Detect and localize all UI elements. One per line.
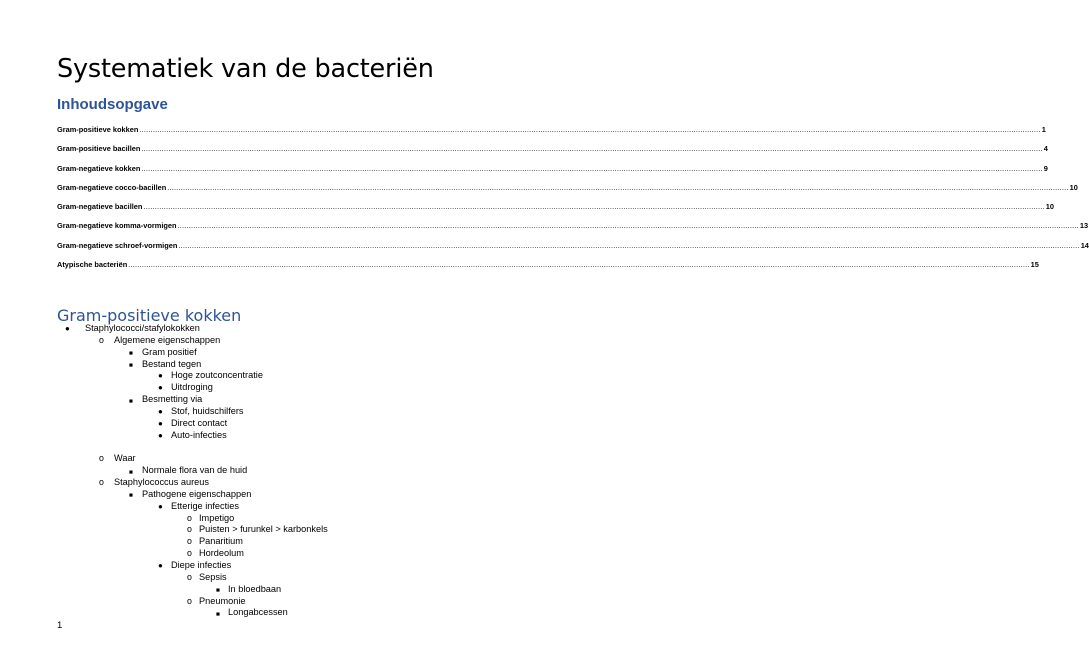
list-item	[65, 323, 200, 335]
bullet-circle-icon: o	[187, 571, 192, 582]
toc-dot-leader: ................................................................................................................................................................................................................................................................................................................................................................................................................	[139, 125, 1041, 134]
toc-heading: Inhoudsopgave	[57, 96, 168, 113]
toc-entry-page: 15	[1030, 260, 1039, 270]
bullet-circle-icon: o	[187, 524, 192, 535]
list-item	[158, 405, 244, 418]
toc-dot-leader: ................................................................................................................................................................................................................................................................................................................................................................................................................	[143, 202, 1045, 212]
toc-entry-page: 9	[1043, 163, 1048, 173]
toc-entry[interactable]	[57, 202, 1055, 221]
list-item-text: In bloedbaan	[228, 583, 282, 594]
toc-entry-page: 13	[1079, 221, 1089, 231]
list-item-text: Hoge zoutconcentratie	[171, 370, 263, 381]
list-item	[158, 370, 263, 382]
bullet-circle-icon: o	[99, 477, 104, 488]
bullet-disc-icon: ●	[158, 418, 163, 428]
list-item-text: Puisten > furunkel > karbonkels	[199, 524, 328, 535]
toc-entry[interactable]	[57, 125, 1046, 144]
list-item-text: Stof, huidschilfers	[171, 405, 244, 416]
toc-entry[interactable]	[57, 144, 1048, 163]
toc-dot-leader: ................................................................................................................................................................................................................................................................................................................................................................................................................	[128, 260, 1030, 270]
list-item-text: Auto-infecties	[171, 429, 227, 440]
bullet-square-icon: ■	[129, 468, 133, 476]
list-item-text: Besmetting via	[142, 394, 203, 405]
toc-entry-page: 1	[1041, 125, 1046, 134]
list-item-text: Diepe infecties	[171, 560, 232, 570]
list-item-text: Pathogene eigenschappen	[142, 488, 252, 499]
list-item-text: Bestand tegen	[142, 358, 202, 369]
document-title: Systematiek van de bacteriën	[57, 54, 434, 84]
bullet-circle-icon: o	[187, 595, 192, 606]
list-item-text: Staphylococcus aureus	[114, 477, 209, 488]
list-item-text: Waar	[114, 453, 136, 464]
list-item	[99, 453, 136, 465]
list-item	[216, 583, 282, 596]
toc-entry[interactable]	[57, 163, 1048, 183]
list-item-text: Normale flora van de huid	[142, 465, 248, 476]
list-item-text: Impetigo	[199, 512, 235, 523]
bullet-disc-icon: ●	[65, 324, 70, 333]
list-item	[187, 548, 244, 560]
toc-entry-label: Gram-negatieve cocco-bacillen	[57, 182, 167, 192]
list-item-text: Etterige infecties	[171, 500, 239, 511]
bullet-circle-icon: o	[99, 334, 104, 345]
list-item	[158, 560, 232, 572]
toc-entry-page: 14	[1080, 240, 1089, 250]
list-item-text: Longabcessen	[228, 607, 288, 618]
list-item	[187, 536, 243, 548]
bullet-disc-icon: ●	[158, 501, 163, 511]
list-item-text: Pneumonie	[199, 595, 246, 606]
list-item-text: Uitdroging	[171, 382, 213, 393]
toc-entry-label: Gram-negatieve bacillen	[57, 202, 143, 212]
list-item	[129, 394, 203, 406]
toc-entry-label: Gram-negatieve kokken	[57, 163, 141, 173]
bullet-disc-icon: ●	[158, 430, 163, 440]
table-of-contents	[57, 125, 1089, 279]
list-item-text: Sepsis	[199, 571, 227, 582]
list-item-text: Staphylococci/stafylokokken	[85, 323, 200, 333]
toc-dot-leader: ................................................................................................................................................................................................................................................................................................................................................................................................................	[177, 221, 1079, 231]
toc-entry[interactable]	[57, 260, 1039, 279]
toc-entry[interactable]	[57, 182, 1078, 202]
bullet-square-icon: ■	[129, 362, 133, 370]
toc-entry-label: Atypische bacteriën	[57, 260, 128, 270]
toc-dot-leader: ................................................................................................................................................................................................................................................................................................................................................................................................................	[167, 182, 1069, 192]
list-item	[187, 571, 227, 584]
list-item	[99, 334, 221, 347]
bullet-disc-icon: ●	[158, 406, 163, 416]
toc-entry[interactable]	[57, 240, 1089, 260]
section-heading: Gram-positieve kokken	[57, 306, 242, 325]
page-number: 1	[57, 620, 63, 631]
list-item	[129, 358, 202, 371]
toc-entry-page: 4	[1043, 144, 1048, 154]
list-item	[187, 524, 328, 536]
toc-dot-leader: ................................................................................................................................................................................................................................................................................................................................................................................................................	[178, 240, 1080, 250]
toc-dot-leader: ................................................................................................................................................................................................................................................................................................................................................................................................................	[141, 163, 1043, 173]
list-item	[129, 488, 252, 501]
list-item	[187, 512, 235, 525]
list-item-text: Algemene eigenschappen	[114, 334, 221, 345]
bullet-square-icon: ■	[129, 397, 133, 405]
list-item	[158, 500, 239, 513]
toc-entry-label: Gram-positieve bacillen	[57, 144, 141, 154]
toc-entry-label: Gram-positieve kokken	[57, 125, 139, 134]
list-item-text: Direct contact	[171, 417, 228, 428]
list-item-text: Panaritium	[199, 536, 243, 547]
bullet-square-icon: ■	[216, 587, 220, 595]
bullet-disc-icon: ●	[158, 371, 163, 381]
list-item	[129, 465, 248, 477]
toc-entry[interactable]	[57, 221, 1089, 240]
list-item	[129, 346, 197, 359]
bullet-square-icon: ■	[129, 350, 133, 358]
bullet-circle-icon: o	[187, 512, 192, 523]
list-item-text: Gram positief	[142, 346, 197, 357]
toc-dot-leader: ................................................................................................................................................................................................................................................................................................................................................................................................................	[141, 144, 1043, 154]
toc-entry-label: Gram-negatieve schroef-vormigen	[57, 240, 178, 250]
toc-entry-page: 10	[1045, 202, 1055, 212]
bullet-square-icon: ■	[216, 610, 220, 618]
list-item	[187, 595, 246, 608]
bullet-disc-icon: ●	[158, 383, 163, 393]
bullet-square-icon: ■	[129, 492, 133, 500]
toc-entry-page: 10	[1069, 182, 1078, 192]
list-item	[158, 382, 213, 394]
bullet-disc-icon: ●	[158, 561, 163, 570]
bullet-circle-icon: o	[187, 548, 192, 559]
toc-entry-label: Gram-negatieve komma-vormigen	[57, 221, 177, 231]
list-item	[158, 429, 227, 442]
list-item	[216, 607, 288, 619]
list-item-text: Hordeolum	[199, 548, 244, 559]
bullet-circle-icon: o	[187, 536, 192, 547]
list-item	[158, 417, 228, 430]
bullet-circle-icon: o	[99, 453, 104, 464]
list-item	[99, 477, 209, 489]
